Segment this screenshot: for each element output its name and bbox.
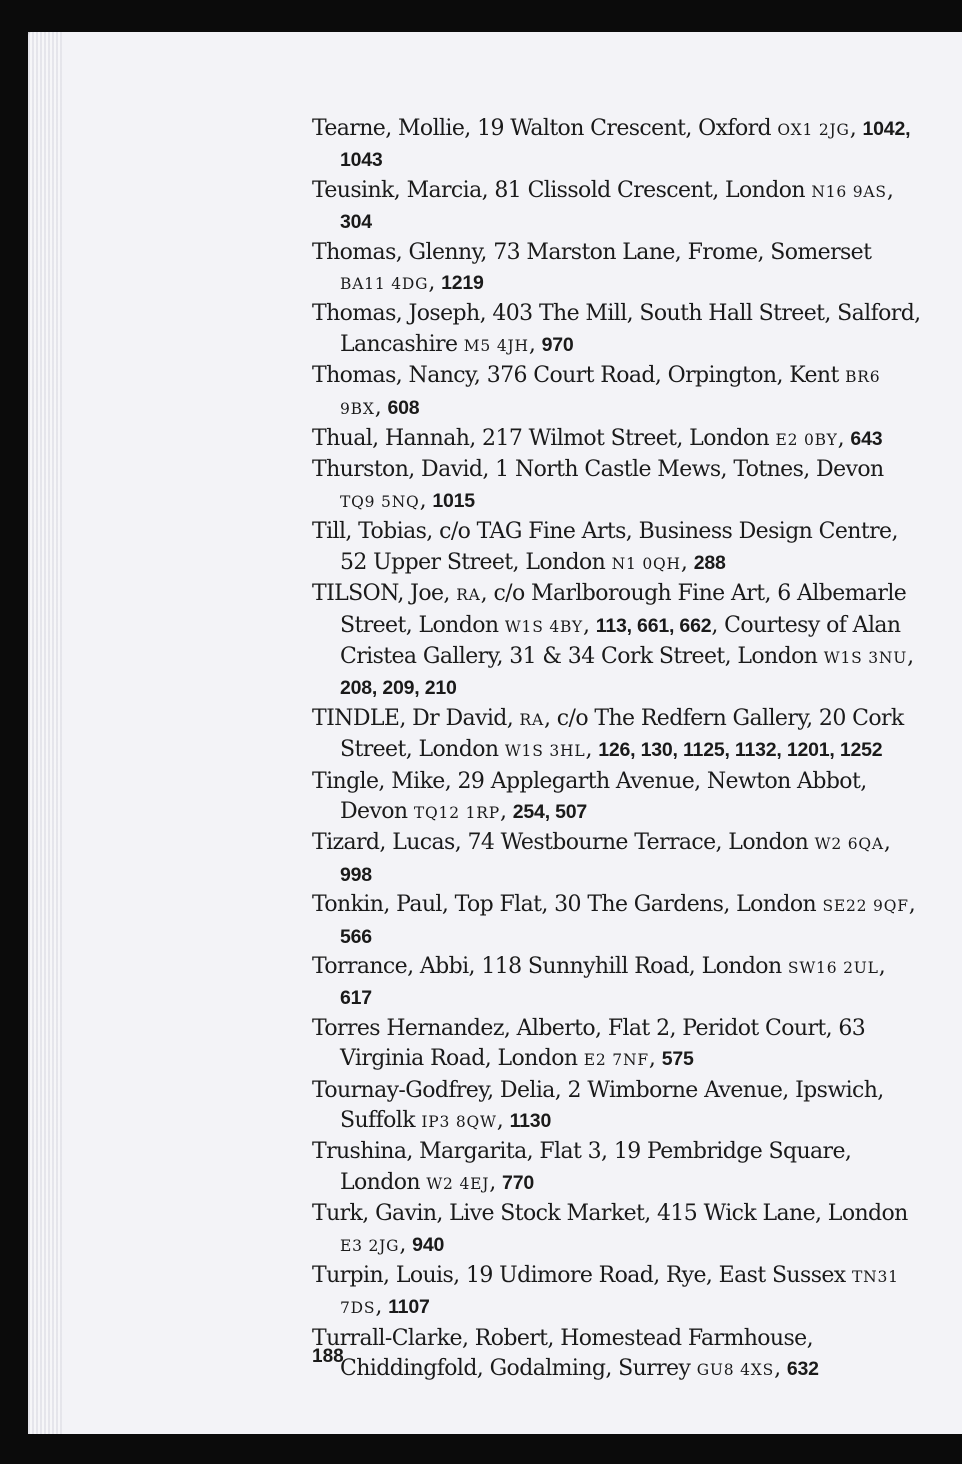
index-entry: Teusink, Marcia, 81 Clissold Crescent, London N16 9AS, 304 [312,177,894,234]
index-entry: Turrall-Clarke, Robert, Homestead Farmhouse, Chiddingfold, Godalming, Surrey GU8 4XS, 632 [312,1325,819,1382]
index-entry: Thomas, Glenny, 73 Marston Lane, Frome, Somerset BA11 4DG, 1219 [312,239,872,296]
index-entry: Turpin, Louis, 19 Udimore Road, Rye, East Sussex TN31 7DS, 1107 [312,1263,899,1320]
index-entry: Tearne, Mollie, 19 Walton Crescent, Oxford OX1 2JG, 1042, 1043 [312,116,911,172]
index-entry: Torres Hernandez, Alberto, Flat 2, Peridot Court, 63 Virginia Road, London E2 7NF, 575 [312,1015,866,1072]
index-entry: Tonkin, Paul, Top Flat, 30 The Gardens, London SE22 9QF, 566 [312,892,916,948]
index-entries [312,114,922,1386]
index-entry: Thurston, David, 1 North Castle Mews, Totnes, Devon TQ9 5NQ, 1015 [312,457,884,513]
index-entry: TINDLE, Dr David, RA, c/o The Redfern Gallery, 20 Cork Street, London W1S 3HL, 126, 130, 1125, 1132, 1201, 1252 [312,705,904,763]
index-entry: Tingle, Mike, 29 Applegarth Avenue, Newton Abbot, Devon TQ12 1RP, 254, 507 [312,768,867,824]
index-entry: TILSON, Joe, RA, c/o Marlborough Fine Art, 6 Albemarle Street, London W1S 4BY, 113, 661, 662, Courtesy of Alan Cristea Gallery, 31 & 34 Cork Street, London W1S 3NU, 208, 209, 210 [312,581,914,700]
index-entry: Tournay-Godfrey, Delia, 2 Wimborne Avenue, Ipswich, Suffolk IP3 8QW, 1130 [312,1077,884,1133]
index-entry: Thual, Hannah, 217 Wilmot Street, London E2 0BY, 643 [312,426,883,452]
page-number: 188 [312,1346,344,1367]
index-entry: Thomas, Nancy, 376 Court Road, Orpington, Kent BR6 9BX, 608 [312,363,881,420]
index-entry: Thomas, Joseph, 403 The Mill, South Hall Street, Salford, Lancashire M5 4JH, 970 [312,301,921,357]
index-entry: Torrance, Abbi, 118 Sunnyhill Road, London SW16 2UL, 617 [312,953,886,1010]
index-entry: Turk, Gavin, Live Stock Market, 415 Wick Lane, London E3 2JG, 940 [312,1201,908,1257]
index-entry: Tizard, Lucas, 74 Westbourne Terrace, London W2 6QA, 998 [312,830,891,886]
index-entry: Trushina, Margarita, Flat 3, 19 Pembridge Square, London W2 4EJ, 770 [312,1139,852,1195]
book-page [62,32,962,1434]
index-entry: Till, Tobias, c/o TAG Fine Arts, Business Design Centre, 52 Upper Street, London N1 0QH, 288 [312,519,898,575]
